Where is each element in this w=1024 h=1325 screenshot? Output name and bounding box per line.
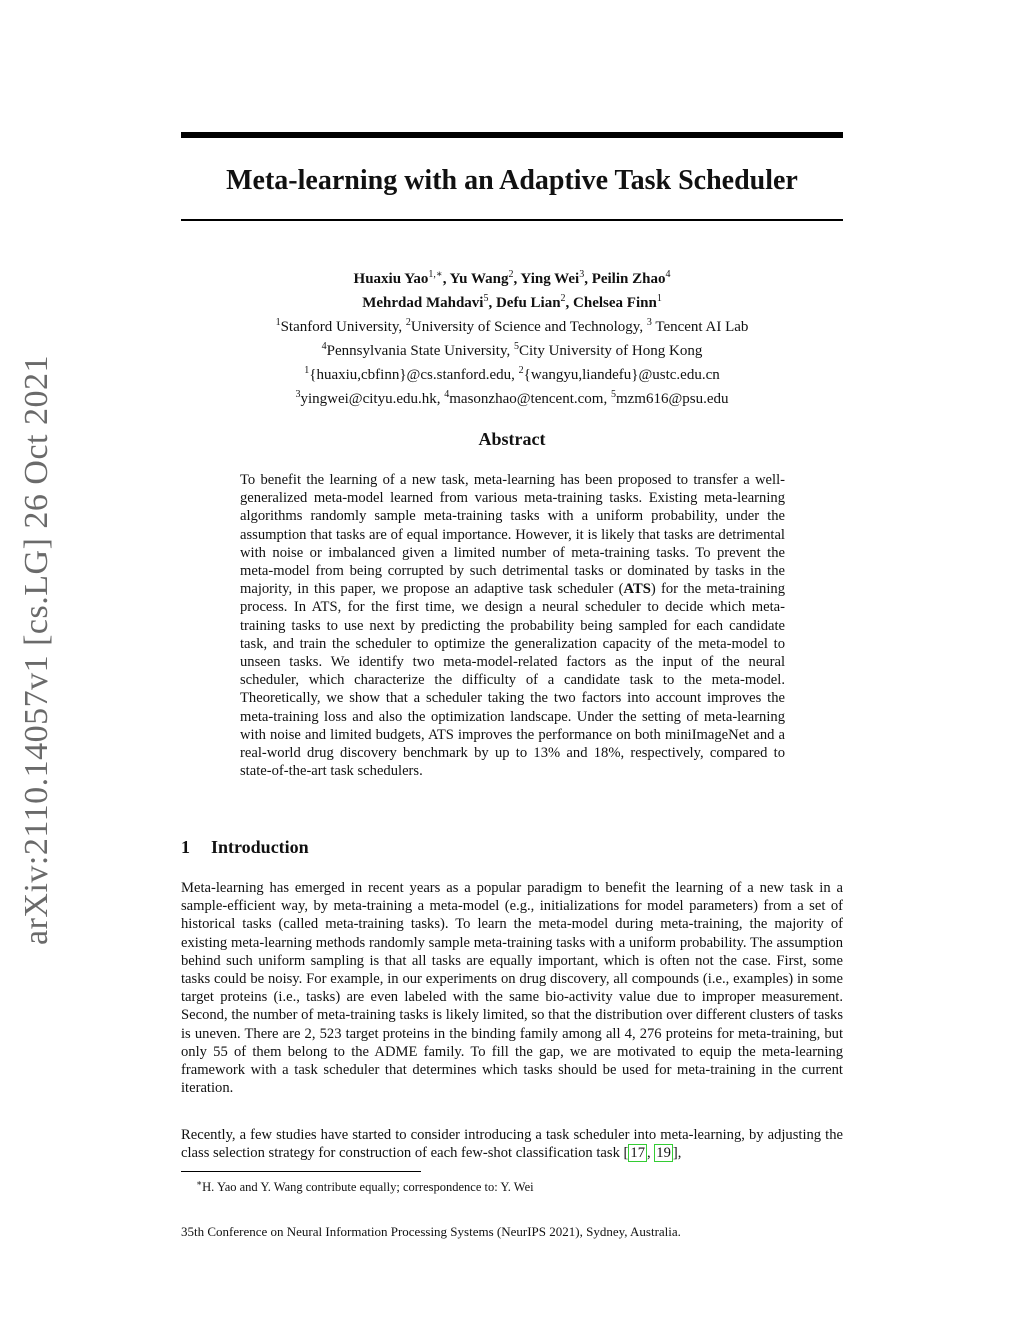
arxiv-stamp [18, 355, 56, 945]
intro-paragraph-1: Meta-learning has emerged in recent years as a popular paradigm to benefit the learning of a new task in a sample-efficient way, by meta-training a meta-model (e.g., initializations for model parameters) from a set of historical tasks (called meta-training tasks). To learn the meta-model during meta-training, the majority of existing meta-learning methods randomly sample meta-training tasks with a uniform probability. The assumption behind such uniform sampling is that all tasks are equally important, which is often not the case. First, some tasks could be noisy. For example, in our experiments on drug discovery, all compounds (i.e., examples) in some target proteins (i.e., tasks) are even labeled with the same bio-activity value due to improper measurement. Second, the number of meta-training tasks is likely limited, so that the distribution over different clusters of tasks is uneven. There are 2, 523 target proteins in the binding family among all 4, 276 proteins for meta-training, but only 55 of them belong to the ADME family. To fill the gap, we are motivated to equip the meta-learning framework with a task scheduler that determines which tasks should be used for meta-training in the current iteration. [181, 880, 843, 1097]
email-sup: 4 [444, 389, 450, 400]
paragraph-text: ], [672, 1145, 682, 1162]
arxiv-id: arXiv:2110.14057v1 [cs.LG] 26 Oct 2021 [18, 355, 55, 945]
author-sup: 2 [560, 293, 566, 304]
author-sup: 2 [508, 269, 514, 280]
email-sup: 1 [304, 365, 310, 376]
author-line-1 [181, 265, 843, 289]
author-name: , Peilin Zhao [584, 271, 666, 287]
email-line-2 [181, 385, 843, 409]
author-sup: 3 [579, 269, 585, 280]
paragraph-text: , [646, 1145, 655, 1162]
paper-title: Meta-learning with an Adaptive Task Scheduler [226, 165, 798, 196]
affiliation-line-2 [181, 337, 843, 361]
footnote-text: H. Yao and Y. Wang contribute equally; correspondence to: Y. Wei [202, 1180, 534, 1195]
email-text: {huaxiu,cbfinn}@cs.stanford.edu, [309, 367, 519, 383]
author-name: Mehrdad Mahdavi [362, 295, 484, 311]
citation-link-17[interactable]: 17 [630, 1145, 645, 1162]
abstract-body [240, 471, 785, 780]
affiliation-line-1 [181, 313, 843, 337]
author-name: , Yu Wang [442, 271, 509, 287]
citation-link-19[interactable]: 19 [656, 1145, 671, 1162]
email-text: mzm616@psu.edu [615, 391, 729, 407]
email-text: {wangyu,liandefu}@ustc.edu.cn [523, 367, 720, 383]
affiliation-text: City University of Hong Kong [519, 343, 703, 359]
affiliation-text: Stanford University, [280, 319, 406, 335]
affiliation-text: University of Science and Technology, [410, 319, 647, 335]
section-title: Introduction [211, 837, 309, 857]
paragraph-text: Recently, a few studies have started to consider introducing a task scheduler into meta-learning, by adjusting the class selection strategy for construction of each few-shot classification task [ [181, 1127, 843, 1162]
author-line-2 [181, 289, 843, 313]
email-line-1 [181, 361, 843, 385]
venue-footer: 35th Conference on Neural Information Processing Systems (NeurIPS 2021), Sydney, Australia. [181, 1224, 681, 1239]
affiliation-sup: 4 [321, 341, 327, 352]
author-sup: 1 [656, 293, 662, 304]
abstract-heading: Abstract [478, 429, 546, 449]
abstract-text: ) for the meta-training process. In ATS, for the first time, we design a neural scheduler to decide which meta-training tasks to use next by predicting the probability being sampled for each candidate task, and train the scheduler to optimize the generalization capacity of the meta-model to unseen tasks. We identify two meta-model-related factors as the input of the neural scheduler, which characterize the difficulty of a candidate task to the meta-model. Theoretically, we show that a scheduler taking the two factors into account improves the meta-training loss and also the optimization landscape. Under the setting of meta-learning with noise and limited budgets, ATS improves the performance on both miniImageNet and a real-world drug discovery benchmark by up to 13% and 18%, respectively, compared to state-of-the-art task schedulers. [240, 581, 785, 780]
email-sup: 2 [518, 365, 524, 376]
affiliation-sup: 3 [646, 317, 652, 328]
affiliation-text: Tencent AI Lab [651, 319, 749, 335]
author-name: , Defu Lian [488, 295, 561, 311]
footnote-mark: ∗ [196, 1178, 203, 1188]
affiliation-sup: 1 [275, 317, 281, 328]
title-rule-top [181, 132, 843, 138]
abstract-text: To benefit the learning of a new task, meta-learning has been proposed to transfer a well-generalized meta-model learned from various meta-training tasks. Existing meta-learning algorithms randomly sample meta-training tasks with a uniform probability, under the assumption that tasks are of equal importance. However, it is likely that tasks are detrimental with noise or imbalanced given a limited number of meta-training tasks. To prevent the meta-model from being corrupted by such detrimental tasks or dominated by tasks in the majority, in this paper, we propose an adaptive task scheduler ( [240, 472, 785, 598]
affiliation-text: Pennsylvania State University, [326, 343, 514, 359]
affiliation-sup: 5 [514, 341, 519, 352]
email-sup: 5 [610, 389, 616, 400]
author-name: , Chelsea Finn [565, 295, 657, 311]
affiliation-sup: 2 [405, 317, 411, 328]
abstract-ats-bold: ATS [623, 581, 651, 598]
author-block [181, 265, 843, 409]
intro-paragraph-2 [181, 1126, 843, 1162]
author-sup: 5 [483, 293, 489, 304]
email-text: yingwei@cityu.edu.hk, [300, 391, 445, 407]
email-sup: 3 [295, 389, 301, 400]
section-number: 1 [181, 837, 190, 857]
author-name: , Ying Wei [513, 271, 580, 287]
section-heading-introduction [181, 837, 309, 858]
footnote [196, 1175, 534, 1195]
title-rule-bottom [181, 219, 843, 221]
author-sup: 1,∗ [428, 269, 443, 280]
footnote-rule [181, 1171, 421, 1172]
email-text: masonzhao@tencent.com, [449, 391, 611, 407]
author-name: Huaxiu Yao [353, 271, 429, 287]
author-sup: 4 [665, 269, 671, 280]
